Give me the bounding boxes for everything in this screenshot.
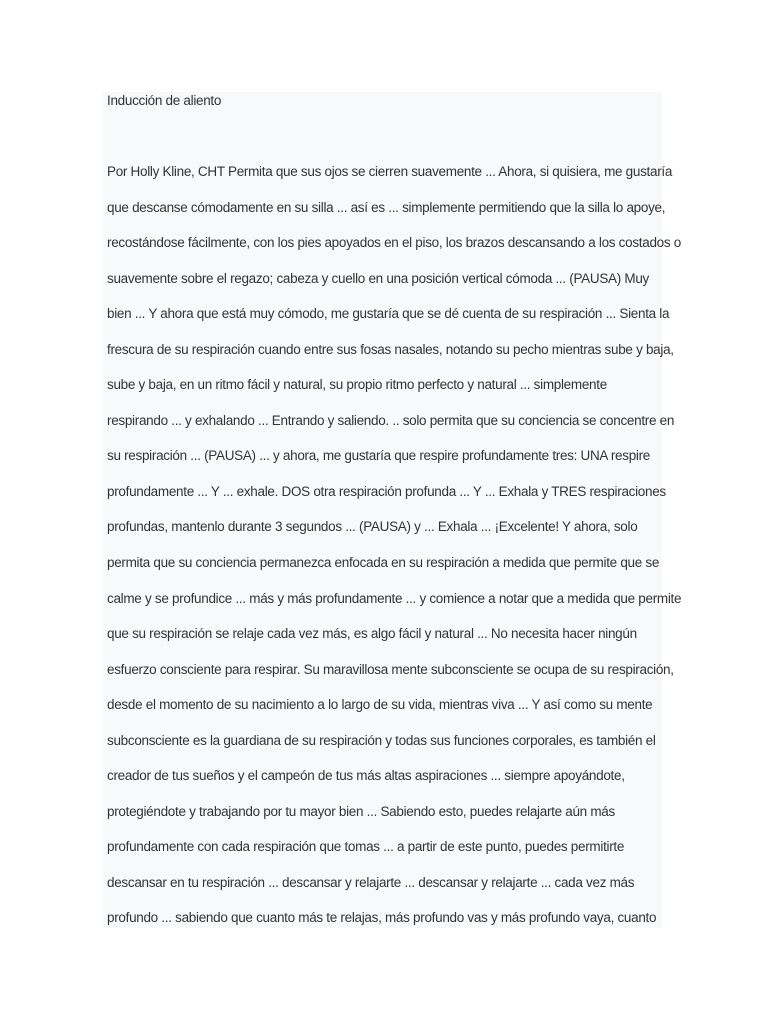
body-text-line: calme y se profundice ... más y más profundamente ... y comience a notar que a medida que permite xyxy=(107,591,682,606)
body-text-line: suavemente sobre el regazo; cabeza y cuello en una posición vertical cómoda ... (PAUSA) Muy xyxy=(107,271,649,286)
body-text-line: desde el momento de su nacimiento a lo largo de su vida, mientras viva ... Y así como su mente xyxy=(107,697,653,712)
body-text-line: esfuerzo consciente para respirar. Su maravillosa mente subconsciente se ocupa de su respiración, xyxy=(107,662,674,677)
body-text-line: bien ... Y ahora que está muy cómodo, me gustaría que se dé cuenta de su respiración ... Sienta la xyxy=(107,306,670,321)
body-text-line: descansar en tu respiración ... descansar y relajarte ... descansar y relajarte ... cada vez más xyxy=(107,875,635,890)
body-text-line: profundamente con cada respiración que tomas ... a partir de este punto, puedes permitirte xyxy=(107,839,625,854)
body-text-line: profundo ... sabiendo que cuanto más te relajas, más profundo vas y más profundo vaya, cuanto xyxy=(107,910,657,925)
body-text-line: protegiéndote y trabajando por tu mayor bien ... Sabiendo esto, puedes relajarte aún más xyxy=(107,804,615,819)
document-title: Inducción de aliento xyxy=(107,93,222,108)
body-text-line: que descanse cómodamente en su silla ... así es ... simplemente permitiendo que la silla lo apoye, xyxy=(107,200,666,215)
body-text-line: creador de tus sueños y el campeón de tus más altas aspiraciones ... siempre apoyándote, xyxy=(107,768,625,783)
body-text-line: su respiración ... (PAUSA) ... y ahora, me gustaría que respire profundamente tres: UNA respire xyxy=(107,448,651,463)
body-text-line: subconsciente es la guardiana de su respiración y todas sus funciones corporales, es también el xyxy=(107,733,656,748)
body-text-line: frescura de su respiración cuando entre sus fosas nasales, notando su pecho mientras sube y baja, xyxy=(107,342,674,357)
body-text-line: que su respiración se relaje cada vez más, es algo fácil y natural ... No necesita hacer ningún xyxy=(107,626,637,641)
body-text-line: permita que su conciencia permanezca enfocada en su respiración a medida que permite que se xyxy=(107,555,660,570)
body-text-line: sube y baja, en un ritmo fácil y natural, su propio ritmo perfecto y natural ... simplemente xyxy=(107,377,607,392)
body-text-line: profundas, mantenlo durante 3 segundos ... (PAUSA) y ... Exhala ... ¡Excelente! Y ahora, solo xyxy=(107,519,638,534)
body-text-line: profundamente ... Y ... exhale. DOS otra respiración profunda ... Y ... Exhala y TRES respiraciones xyxy=(107,484,666,499)
body-text-line: Por Holly Kline, CHT Permita que sus ojos se cierren suavemente ... Ahora, si quisiera, me gustaría xyxy=(107,164,673,179)
body-text-line: recostándose fácilmente, con los pies apoyados en el piso, los brazos descansando a los costados o xyxy=(107,235,681,250)
body-text-line: respirando ... y exhalando ... Entrando y saliendo. .. solo permita que su conciencia se concentre en xyxy=(107,413,675,428)
